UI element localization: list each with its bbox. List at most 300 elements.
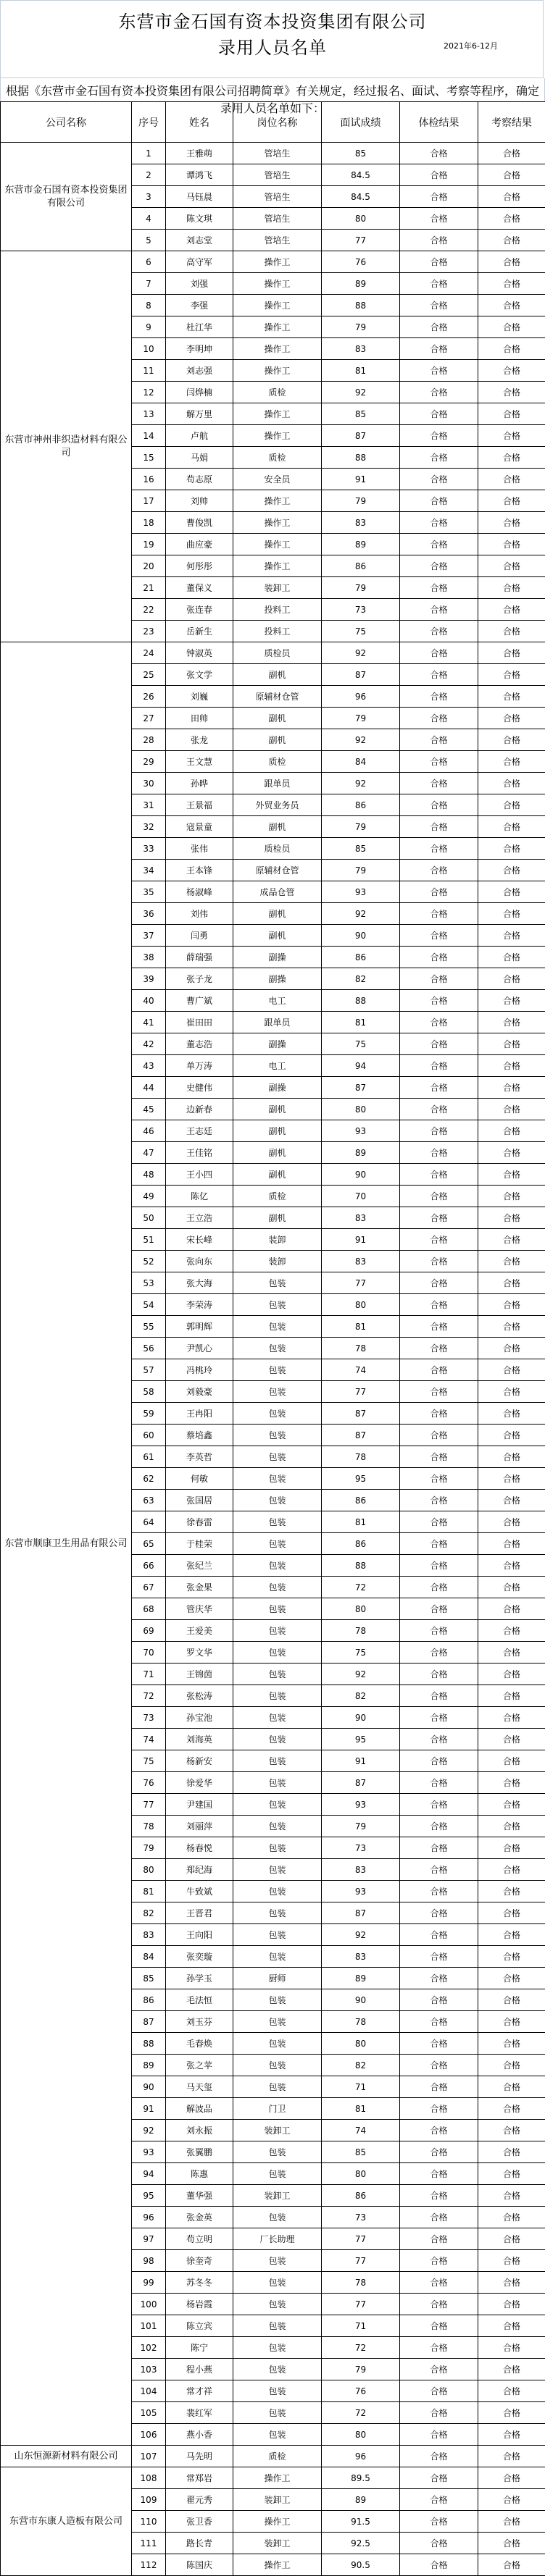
inspection-result-cell: 合格: [478, 621, 545, 642]
name-cell: 张伟: [166, 838, 233, 860]
physical-result-cell: 合格: [400, 2163, 478, 2185]
score-cell: 96: [322, 686, 400, 708]
position-cell: 操作工: [233, 2467, 322, 2489]
position-cell: 包装: [233, 1577, 322, 1598]
name-cell: 张子龙: [166, 968, 233, 990]
name-cell: 张金英: [166, 2207, 233, 2228]
name-cell: 王立浩: [166, 1207, 233, 1229]
position-cell: 包装: [233, 1359, 322, 1381]
name-cell: 王小四: [166, 1164, 233, 1186]
seq-cell: 50: [132, 1207, 166, 1229]
seq-cell: 82: [132, 1902, 166, 1924]
score-cell: 71: [322, 2315, 400, 2337]
seq-cell: 93: [132, 2141, 166, 2163]
seq-cell: 104: [132, 2380, 166, 2402]
physical-result-cell: 合格: [400, 1446, 478, 1468]
seq-cell: 22: [132, 599, 166, 621]
inspection-result-cell: 合格: [478, 2120, 545, 2141]
name-cell: 马天玺: [166, 2076, 233, 2098]
position-cell: 包装: [233, 1729, 322, 1750]
score-cell: 92: [322, 773, 400, 794]
seq-cell: 72: [132, 1685, 166, 1707]
inspection-result-cell: 合格: [478, 1316, 545, 1338]
seq-cell: 29: [132, 751, 166, 773]
physical-result-cell: 合格: [400, 1598, 478, 1620]
score-cell: 89: [322, 273, 400, 295]
physical-result-cell: 合格: [400, 360, 478, 382]
seq-cell: 13: [132, 403, 166, 425]
document-date: 2021年6-12月: [444, 40, 498, 51]
seq-cell: 25: [132, 664, 166, 686]
inspection-result-cell: 合格: [478, 469, 545, 490]
table-row: [1, 2446, 545, 2467]
name-cell: 杨淑峰: [166, 881, 233, 903]
position-cell: 操作工: [233, 534, 322, 555]
inspection-result-cell: 合格: [478, 1186, 545, 1207]
physical-result-cell: 合格: [400, 2294, 478, 2315]
score-cell: 78: [322, 1620, 400, 1642]
seq-cell: 51: [132, 1229, 166, 1251]
inspection-result-cell: 合格: [478, 2446, 545, 2467]
inspection-result-cell: 合格: [478, 295, 545, 316]
position-cell: 装卸工: [233, 577, 322, 599]
inspection-result-cell: 合格: [478, 1533, 545, 1555]
inspection-result-cell: 合格: [478, 1055, 545, 1077]
name-cell: 王佳铭: [166, 1142, 233, 1164]
name-cell: 张翼鹏: [166, 2141, 233, 2163]
physical-result-cell: 合格: [400, 1033, 478, 1055]
score-cell: 80: [322, 1099, 400, 1120]
inspection-result-cell: 合格: [478, 1816, 545, 1837]
physical-result-cell: 合格: [400, 925, 478, 947]
position-cell: 包装: [233, 2076, 322, 2098]
score-cell: 73: [322, 599, 400, 621]
company-name-cell: 东营市顺康卫生用品有限公司: [1, 642, 132, 2446]
physical-result-cell: 合格: [400, 860, 478, 881]
score-cell: 93: [322, 1881, 400, 1902]
inspection-result-cell: 合格: [478, 338, 545, 360]
name-cell: 杨新安: [166, 1750, 233, 1772]
name-cell: 董保义: [166, 577, 233, 599]
seq-cell: 94: [132, 2163, 166, 2185]
position-cell: 包装: [233, 1881, 322, 1902]
score-cell: 75: [322, 1642, 400, 1664]
name-cell: 边新春: [166, 1099, 233, 1120]
score-cell: 85: [322, 403, 400, 425]
seq-cell: 35: [132, 881, 166, 903]
seq-cell: 54: [132, 1294, 166, 1316]
physical-result-cell: 合格: [400, 403, 478, 425]
position-cell: 操作工: [233, 251, 322, 273]
position-cell: 操作工: [233, 316, 322, 338]
score-cell: 91: [322, 1229, 400, 1251]
name-cell: 孙宝池: [166, 1707, 233, 1729]
physical-result-cell: 合格: [400, 1272, 478, 1294]
name-cell: 管庆华: [166, 1598, 233, 1620]
company-name-cell: 东营市神州非织造材料有限公司: [1, 251, 132, 642]
physical-result-cell: 合格: [400, 273, 478, 295]
position-cell: 包装: [233, 1338, 322, 1359]
physical-result-cell: 合格: [400, 664, 478, 686]
name-cell: 何彤彤: [166, 555, 233, 577]
name-cell: 于桂荣: [166, 1533, 233, 1555]
name-cell: 马先明: [166, 2446, 233, 2467]
physical-result-cell: 合格: [400, 2272, 478, 2294]
position-cell: 装卸工: [233, 2533, 322, 2554]
inspection-result-cell: 合格: [478, 1207, 545, 1229]
score-cell: 78: [322, 2272, 400, 2294]
position-cell: 副机: [233, 1120, 322, 1142]
physical-result-cell: 合格: [400, 1359, 478, 1381]
seq-cell: 56: [132, 1338, 166, 1359]
position-cell: 包装: [233, 1750, 322, 1772]
name-cell: 田帅: [166, 708, 233, 729]
inspection-result-cell: 合格: [478, 2380, 545, 2402]
physical-result-cell: 合格: [400, 2337, 478, 2359]
physical-result-cell: 合格: [400, 1968, 478, 1989]
position-cell: 操作工: [233, 512, 322, 534]
physical-result-cell: 合格: [400, 2359, 478, 2380]
score-cell: 80: [322, 2033, 400, 2055]
physical-result-cell: 合格: [400, 816, 478, 838]
score-cell: 89: [322, 1142, 400, 1164]
seq-cell: 3: [132, 186, 166, 208]
position-cell: 包装: [233, 2207, 322, 2228]
position-cell: 包装: [233, 2380, 322, 2402]
score-cell: 83: [322, 338, 400, 360]
seq-cell: 15: [132, 447, 166, 469]
seq-cell: 5: [132, 230, 166, 251]
name-cell: 苏冬冬: [166, 2272, 233, 2294]
physical-result-cell: 合格: [400, 1511, 478, 1533]
name-cell: 郭明辉: [166, 1316, 233, 1338]
position-cell: 电工: [233, 1055, 322, 1077]
position-cell: 包装: [233, 1707, 322, 1729]
seq-cell: 96: [132, 2207, 166, 2228]
name-cell: 刘强: [166, 273, 233, 295]
name-cell: 闫勇: [166, 925, 233, 947]
name-cell: 闫烨楠: [166, 382, 233, 403]
inspection-result-cell: 合格: [478, 1294, 545, 1316]
seq-cell: 7: [132, 273, 166, 295]
position-cell: 包装: [233, 2424, 322, 2446]
seq-cell: 100: [132, 2294, 166, 2315]
physical-result-cell: 合格: [400, 1012, 478, 1033]
score-cell: 77: [322, 2294, 400, 2315]
seq-cell: 95: [132, 2185, 166, 2207]
name-cell: 刘毅豪: [166, 1381, 233, 1403]
score-cell: 87: [322, 1772, 400, 1794]
score-cell: 91: [322, 1750, 400, 1772]
table-row: [1, 642, 545, 664]
name-cell: 崔田田: [166, 1012, 233, 1033]
physical-result-cell: 合格: [400, 1816, 478, 1837]
inspection-result-cell: 合格: [478, 2294, 545, 2315]
inspection-result-cell: 合格: [478, 1707, 545, 1729]
inspection-result-cell: 合格: [478, 947, 545, 968]
inspection-result-cell: 合格: [478, 1902, 545, 1924]
position-cell: 跟单员: [233, 1012, 322, 1033]
inspection-result-cell: 合格: [478, 2424, 545, 2446]
inspection-result-cell: 合格: [478, 1120, 545, 1142]
inspection-result-cell: 合格: [478, 1272, 545, 1294]
physical-result-cell: 合格: [400, 729, 478, 751]
score-cell: 83: [322, 1946, 400, 1968]
seq-cell: 74: [132, 1729, 166, 1750]
score-cell: 72: [322, 1577, 400, 1598]
physical-result-cell: 合格: [400, 1468, 478, 1490]
seq-cell: 107: [132, 2446, 166, 2467]
score-cell: 80: [322, 1294, 400, 1316]
name-cell: 王锦茵: [166, 1664, 233, 1685]
name-cell: 卢航: [166, 425, 233, 447]
seq-cell: 34: [132, 860, 166, 881]
score-cell: 75: [322, 1033, 400, 1055]
inspection-result-cell: 合格: [478, 1837, 545, 1859]
name-cell: 李明坤: [166, 338, 233, 360]
position-cell: 副操: [233, 1033, 322, 1055]
inspection-result-cell: 合格: [478, 1338, 545, 1359]
physical-result-cell: 合格: [400, 1077, 478, 1099]
physical-result-cell: 合格: [400, 1685, 478, 1707]
position-cell: 装卸: [233, 1229, 322, 1251]
position-cell: 包装: [233, 2141, 322, 2163]
position-cell: 包装: [233, 1685, 322, 1707]
physical-result-cell: 合格: [400, 838, 478, 860]
name-cell: 李英哲: [166, 1446, 233, 1468]
name-cell: 裴红军: [166, 2402, 233, 2424]
seq-cell: 30: [132, 773, 166, 794]
physical-result-cell: 合格: [400, 1750, 478, 1772]
position-cell: 成品仓管: [233, 881, 322, 903]
score-cell: 87: [322, 1902, 400, 1924]
position-cell: 管培生: [233, 186, 322, 208]
position-cell: 副机: [233, 1164, 322, 1186]
inspection-result-cell: 合格: [478, 903, 545, 925]
inspection-result-cell: 合格: [478, 360, 545, 382]
score-cell: 79: [322, 2359, 400, 2380]
position-cell: 装卸工: [233, 2185, 322, 2207]
position-cell: 质检: [233, 382, 322, 403]
name-cell: 张国居: [166, 1490, 233, 1511]
physical-result-cell: 合格: [400, 2120, 478, 2141]
inspection-result-cell: 合格: [478, 1794, 545, 1816]
seq-cell: 103: [132, 2359, 166, 2380]
score-cell: 88: [322, 295, 400, 316]
seq-cell: 109: [132, 2489, 166, 2511]
score-cell: 86: [322, 555, 400, 577]
position-cell: 质检员: [233, 642, 322, 664]
inspection-result-cell: 合格: [478, 1142, 545, 1164]
position-cell: 包装: [233, 1859, 322, 1881]
position-cell: 包装: [233, 2163, 322, 2185]
score-cell: 90: [322, 1164, 400, 1186]
position-cell: 质检: [233, 2446, 322, 2467]
score-cell: 79: [322, 816, 400, 838]
inspection-result-cell: 合格: [478, 2250, 545, 2272]
score-cell: 81: [322, 1316, 400, 1338]
inspection-result-cell: 合格: [478, 708, 545, 729]
score-cell: 83: [322, 1207, 400, 1229]
score-cell: 87: [322, 425, 400, 447]
seq-cell: 59: [132, 1403, 166, 1425]
position-cell: 管培生: [233, 208, 322, 230]
seq-cell: 75: [132, 1750, 166, 1772]
inspection-result-cell: 合格: [478, 1946, 545, 1968]
physical-result-cell: 合格: [400, 881, 478, 903]
seq-cell: 47: [132, 1142, 166, 1164]
name-cell: 孙晔: [166, 773, 233, 794]
position-cell: 包装: [233, 2337, 322, 2359]
physical-result-cell: 合格: [400, 2228, 478, 2250]
position-cell: 质检: [233, 447, 322, 469]
header-physical-result: 体检结果: [400, 102, 478, 143]
inspection-result-cell: 合格: [478, 230, 545, 251]
name-cell: 毛春焕: [166, 2033, 233, 2055]
score-cell: 81: [322, 360, 400, 382]
name-cell: 曹俊凯: [166, 512, 233, 534]
seq-cell: 77: [132, 1794, 166, 1816]
seq-cell: 86: [132, 1989, 166, 2011]
position-cell: 质检: [233, 1186, 322, 1207]
inspection-result-cell: 合格: [478, 273, 545, 295]
physical-result-cell: 合格: [400, 2380, 478, 2402]
physical-result-cell: 合格: [400, 1664, 478, 1685]
seq-cell: 43: [132, 1055, 166, 1077]
seq-cell: 91: [132, 2098, 166, 2120]
inspection-result-cell: 合格: [478, 1229, 545, 1251]
name-cell: 陈惠: [166, 2163, 233, 2185]
name-cell: 马钰晨: [166, 186, 233, 208]
score-cell: 80: [322, 2424, 400, 2446]
physical-result-cell: 合格: [400, 2141, 478, 2163]
position-cell: 外贸业务员: [233, 794, 322, 816]
physical-result-cell: 合格: [400, 1120, 478, 1142]
position-cell: 包装: [233, 1902, 322, 1924]
score-cell: 93: [322, 1120, 400, 1142]
score-cell: 87: [322, 664, 400, 686]
physical-result-cell: 合格: [400, 1924, 478, 1946]
inspection-result-cell: 合格: [478, 512, 545, 534]
score-cell: 84.5: [322, 164, 400, 186]
position-cell: 安全员: [233, 469, 322, 490]
position-cell: 包装: [233, 1446, 322, 1468]
inspection-result-cell: 合格: [478, 2511, 545, 2533]
score-cell: 92: [322, 729, 400, 751]
score-cell: 73: [322, 1837, 400, 1859]
position-cell: 装卸: [233, 1251, 322, 1272]
seq-cell: 57: [132, 1359, 166, 1381]
inspection-result-cell: 合格: [478, 773, 545, 794]
seq-cell: 19: [132, 534, 166, 555]
name-cell: 罗文华: [166, 1642, 233, 1664]
position-cell: 副操: [233, 1077, 322, 1099]
inspection-result-cell: 合格: [478, 1446, 545, 1468]
inspection-result-cell: 合格: [478, 2402, 545, 2424]
company-name-cell: 山东恒源新材料有限公司: [1, 2446, 132, 2467]
name-cell: 钟淑英: [166, 642, 233, 664]
inspection-result-cell: 合格: [478, 1403, 545, 1425]
inspection-result-cell: 合格: [478, 164, 545, 186]
inspection-result-cell: 合格: [478, 1251, 545, 1272]
seq-cell: 46: [132, 1120, 166, 1142]
physical-result-cell: 合格: [400, 230, 478, 251]
name-cell: 常郑岩: [166, 2467, 233, 2489]
position-cell: 装卸工: [233, 2489, 322, 2511]
header-seq: 序号: [132, 102, 166, 143]
seq-cell: 83: [132, 1924, 166, 1946]
inspection-result-cell: 合格: [478, 881, 545, 903]
seq-cell: 89: [132, 2055, 166, 2076]
physical-result-cell: 合格: [400, 2489, 478, 2511]
score-cell: 91.5: [322, 2511, 400, 2533]
physical-result-cell: 合格: [400, 1251, 478, 1272]
score-cell: 89.5: [322, 2467, 400, 2489]
score-cell: 80: [322, 2163, 400, 2185]
seq-cell: 97: [132, 2228, 166, 2250]
score-cell: 82: [322, 968, 400, 990]
score-cell: 92: [322, 903, 400, 925]
score-cell: 84: [322, 751, 400, 773]
inspection-result-cell: 合格: [478, 1924, 545, 1946]
name-cell: 张纪兰: [166, 1555, 233, 1577]
seq-cell: 1: [132, 143, 166, 164]
seq-cell: 63: [132, 1490, 166, 1511]
name-cell: 徐爱华: [166, 1772, 233, 1794]
seq-cell: 39: [132, 968, 166, 990]
seq-cell: 105: [132, 2402, 166, 2424]
seq-cell: 6: [132, 251, 166, 273]
physical-result-cell: 合格: [400, 1859, 478, 1881]
physical-result-cell: 合格: [400, 2011, 478, 2033]
inspection-result-cell: 合格: [478, 1750, 545, 1772]
score-cell: 86: [322, 2185, 400, 2207]
inspection-result-cell: 合格: [478, 2033, 545, 2055]
inspection-result-cell: 合格: [478, 1164, 545, 1186]
seq-cell: 69: [132, 1620, 166, 1642]
score-cell: 96: [322, 2446, 400, 2467]
seq-cell: 32: [132, 816, 166, 838]
name-cell: 尹建国: [166, 1794, 233, 1816]
score-cell: 89: [322, 1968, 400, 1989]
name-cell: 史健伟: [166, 1077, 233, 1099]
name-cell: 王晋君: [166, 1902, 233, 1924]
position-cell: 包装: [233, 2011, 322, 2033]
inspection-result-cell: 合格: [478, 143, 545, 164]
seq-cell: 102: [132, 2337, 166, 2359]
inspection-result-cell: 合格: [478, 1772, 545, 1794]
physical-result-cell: 合格: [400, 338, 478, 360]
position-cell: 副操: [233, 947, 322, 968]
position-cell: 副机: [233, 664, 322, 686]
score-cell: 92: [322, 1664, 400, 1685]
score-cell: 79: [322, 708, 400, 729]
name-cell: 翟元秀: [166, 2489, 233, 2511]
physical-result-cell: 合格: [400, 382, 478, 403]
score-cell: 84.5: [322, 186, 400, 208]
position-cell: 操作工: [233, 2511, 322, 2533]
name-cell: 王爱美: [166, 1620, 233, 1642]
position-cell: 厂长助理: [233, 2228, 322, 2250]
seq-cell: 84: [132, 1946, 166, 1968]
name-cell: 张大海: [166, 1272, 233, 1294]
name-cell: 孙学玉: [166, 1968, 233, 1989]
score-cell: 77: [322, 230, 400, 251]
name-cell: 尹凯心: [166, 1338, 233, 1359]
name-cell: 张向东: [166, 1251, 233, 1272]
position-cell: 包装: [233, 2055, 322, 2076]
score-cell: 73: [322, 2207, 400, 2228]
